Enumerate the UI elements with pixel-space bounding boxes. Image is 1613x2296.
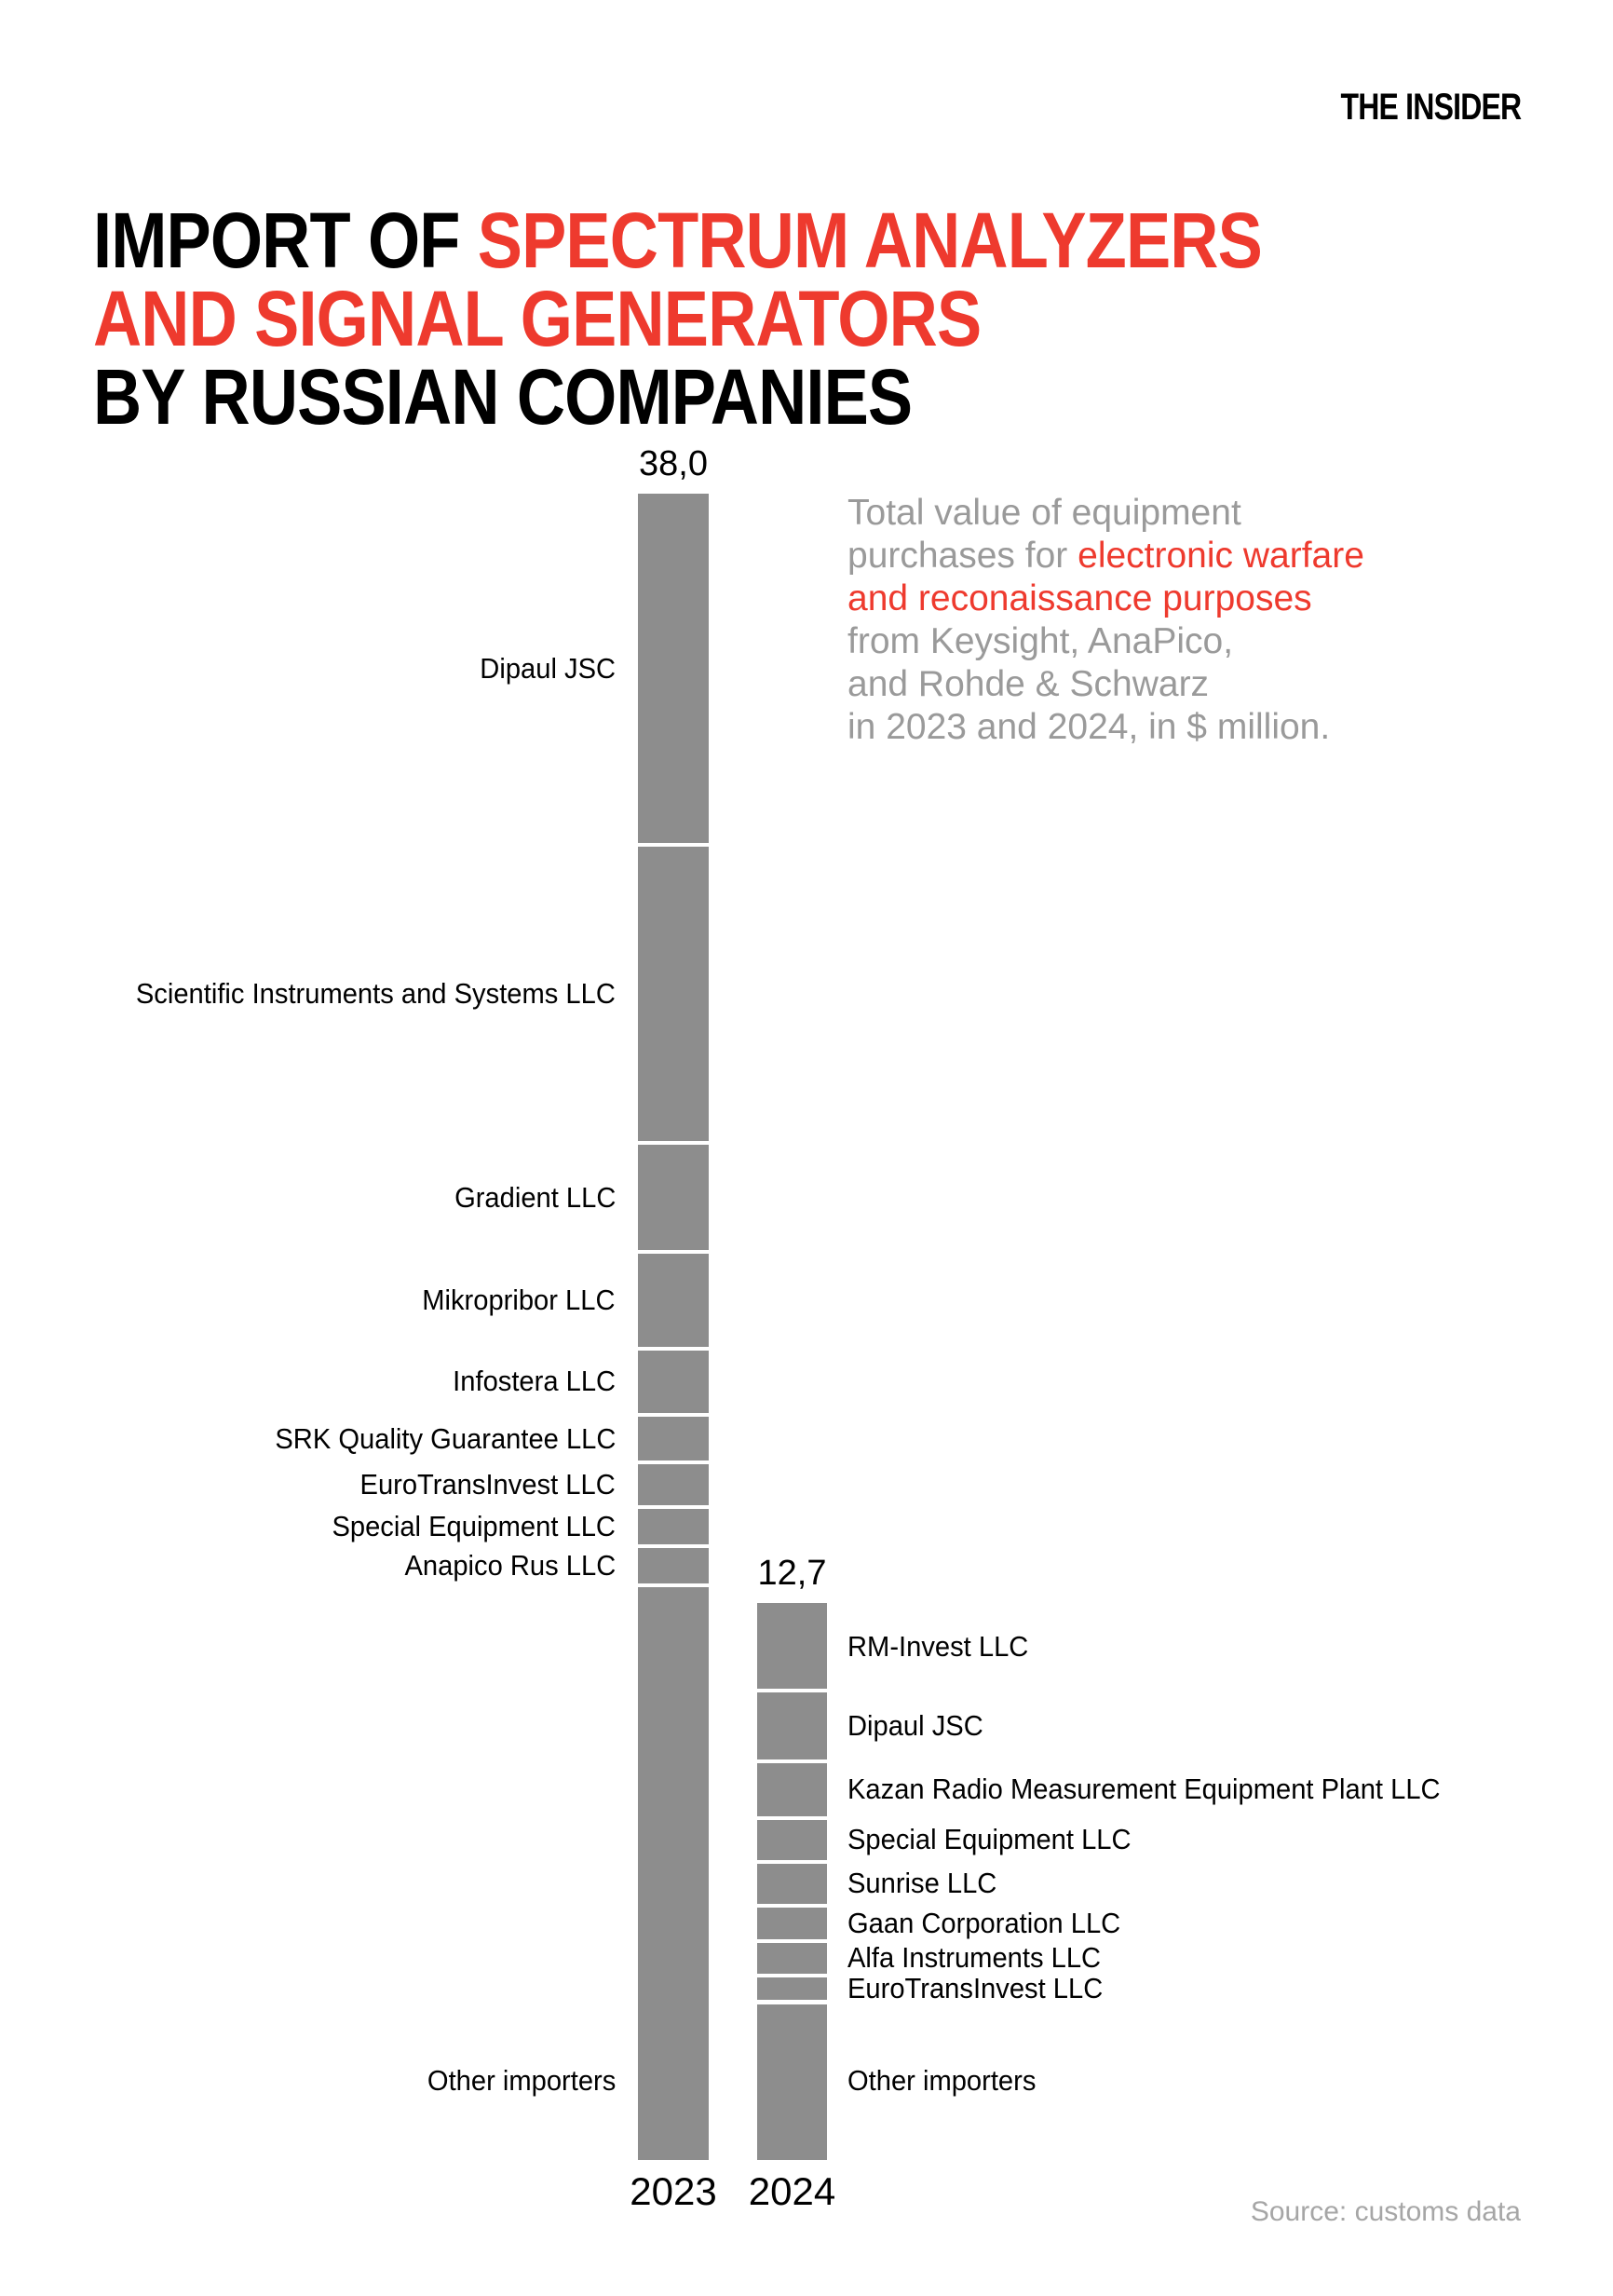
bar-segment (638, 1254, 709, 1347)
bar-segment (638, 1509, 709, 1544)
segment-label: Dipaul JSC (480, 652, 616, 686)
segment-label: Gradient LLC (454, 1180, 616, 1214)
description-text: in 2023 and 2024, in $ million. (847, 707, 1331, 747)
bar-segment (757, 1943, 827, 1975)
description-line (847, 535, 1364, 577)
bar-segment (638, 1145, 709, 1251)
source-note: Source: customs data (1250, 2196, 1521, 2227)
segment-label: Special Equipment LLC (332, 1509, 616, 1542)
total-value-label-2023: 38,0 (639, 443, 708, 483)
segment-label: Sunrise LLC (847, 1867, 997, 1900)
bar-segment (757, 1603, 827, 1689)
description-text: from Keysight, AnaPico, (847, 621, 1234, 661)
segment-label: Scientific Instruments and Systems LLC (135, 976, 616, 1010)
bar-segment (757, 1977, 827, 2000)
segment-label: Dipaul JSC (847, 1708, 983, 1742)
bar-segment (638, 1548, 709, 1583)
description-line (847, 706, 1364, 749)
year-axis-label-2024: 2024 (748, 2169, 836, 2213)
description-line (847, 620, 1364, 663)
segment-label: Special Equipment LLC (847, 1823, 1132, 1856)
bar-segment (638, 1351, 709, 1413)
segment-label: EuroTransInvest LLC (359, 1467, 616, 1501)
segment-label: Mikropribor LLC (422, 1284, 616, 1317)
bar-segment (757, 1763, 827, 1816)
segment-label: RM-Invest LLC (847, 1630, 1029, 1664)
bar-segment (757, 1864, 827, 1904)
segment-label: Other importers (847, 2064, 1037, 2098)
description-line (847, 577, 1364, 620)
bar-segment (638, 847, 709, 1141)
title-line3: BY RUSSIAN COMPANIES (93, 353, 913, 442)
title-line2: AND SIGNAL GENERATORS (93, 275, 982, 363)
description-text: and Rohde & Schwarz (847, 664, 1210, 704)
total-value-label-2024: 12,7 (757, 1554, 827, 1594)
bar-segment (757, 1820, 827, 1860)
description-highlight: and reconaissance purposes (847, 578, 1312, 618)
the-insider-logo: THE INSIDER (1340, 87, 1521, 128)
bar-segment (757, 2004, 827, 2160)
segment-label: Infostera LLC (453, 1365, 616, 1398)
bar-segment (757, 1908, 827, 1939)
segment-label: EuroTransInvest LLC (847, 1972, 1104, 2005)
title-black-part: IMPORT OF (93, 197, 478, 285)
segment-label: Gaan Corporation LLC (847, 1906, 1121, 1939)
description-line (847, 492, 1364, 535)
description-line (847, 663, 1364, 706)
description-highlight: electronic warfare (1078, 536, 1364, 576)
page-title (93, 197, 1262, 442)
year-axis-label-2023: 2023 (630, 2169, 717, 2213)
segment-label: Kazan Radio Measurement Equipment Plant LLC (847, 1773, 1441, 1806)
bar-segment (638, 1464, 709, 1504)
segment-label: SRK Quality Guarantee LLC (274, 1421, 616, 1455)
description-text: purchases for (847, 536, 1078, 576)
title-red-part: SPECTRUM ANALYZERS (477, 197, 1262, 285)
segment-label: Other importers (427, 2064, 616, 2098)
bar-segment (638, 1417, 709, 1461)
bar-segment (638, 494, 709, 843)
chart-description (847, 492, 1364, 749)
description-text: Total value of equipment (847, 493, 1241, 533)
bar-segment (638, 1587, 709, 2160)
bar-segment (757, 1692, 827, 1759)
segment-label: Alfa Instruments LLC (847, 1941, 1102, 1975)
segment-label: Anapico Rus LLC (404, 1549, 616, 1583)
title-line1 (93, 197, 1262, 284)
